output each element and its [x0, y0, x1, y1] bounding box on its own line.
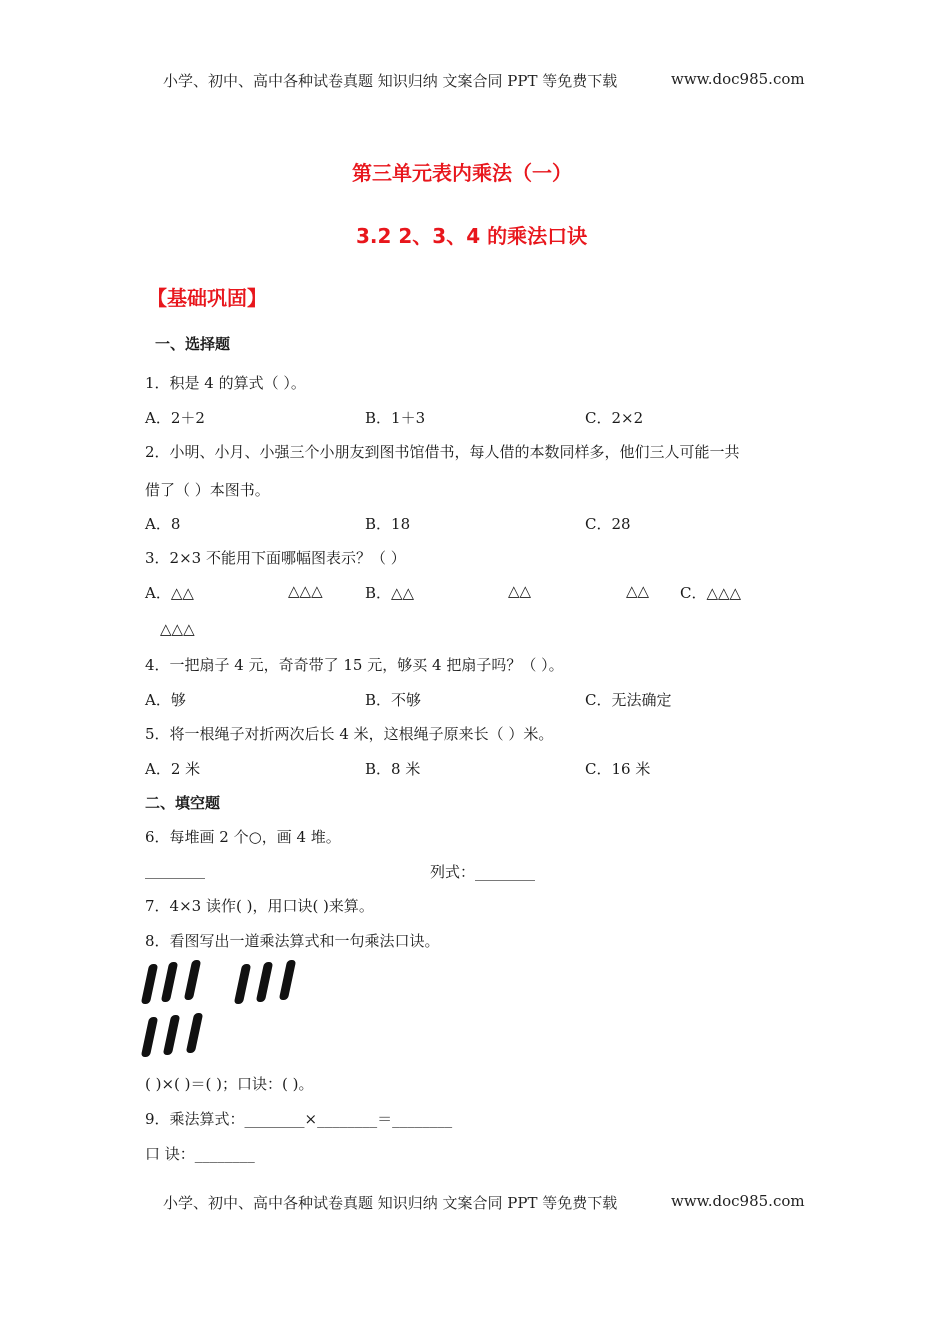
section-fill-heading: 二、填空题 [145, 794, 221, 812]
q1-option-a[interactable]: A．2＋2 [145, 409, 205, 427]
q3-option-b[interactable]: B．△△ [365, 584, 415, 602]
q1-stem: 1．积是 4 的算式（ ）。 [145, 374, 306, 392]
stick [184, 960, 202, 1000]
q2-option-c[interactable]: C．28 [585, 515, 631, 533]
q6-drawing-blank[interactable]: ________ [145, 861, 205, 879]
q8-stem: 8．看图写出一道乘法算式和一句乘法口诀。 [145, 932, 440, 950]
q3-option-b-row3: △△ [626, 582, 650, 600]
q4-option-b[interactable]: B．不够 [365, 691, 422, 709]
q2-option-a[interactable]: A．8 [145, 515, 181, 533]
stick [279, 960, 297, 1000]
q2-option-b[interactable]: B．18 [365, 515, 411, 533]
q3-option-a-row2: △△△ [288, 582, 323, 600]
q3-option-c-row2: △△△ [160, 620, 195, 638]
q5-stem: 5．将一根绳子对折两次后长 4 米，这根绳子原来长（ ）米。 [145, 725, 554, 743]
q4-option-a[interactable]: A．够 [145, 691, 186, 709]
stick [186, 1013, 204, 1053]
q1-option-b[interactable]: B．1＋3 [365, 409, 426, 427]
sticks-figure [140, 960, 310, 1060]
stick [163, 1015, 181, 1055]
header-site[interactable]: www.doc985.com [671, 70, 805, 88]
q1-option-c[interactable]: C．2×2 [585, 409, 644, 427]
q3-option-a[interactable]: A．△△ [145, 584, 194, 602]
q7-stem[interactable]: 7．4×3 读作( )，用口诀( )来算。 [145, 897, 374, 915]
q3-option-b-row2: △△ [508, 582, 532, 600]
page-subtitle: 3.2 2、3、4 的乘法口诀 [356, 224, 588, 248]
q4-stem: 4．一把扇子 4 元，奇奇带了 15 元，够买 4 把扇子吗？（ ）。 [145, 656, 564, 674]
q5-option-c[interactable]: C．16 米 [585, 760, 651, 778]
section-choice-heading: 一、选择题 [155, 335, 231, 353]
q3-option-c[interactable]: C．△△△ [680, 584, 742, 602]
section-badge: 【基础巩固】 [147, 286, 267, 310]
header-text: 小学、初中、高中各种试卷真题 知识归纳 文案合同 PPT 等免费下载 [163, 72, 618, 90]
stick [234, 964, 252, 1004]
q6-stem: 6．每堆画 2 个○，画 4 堆。 [145, 828, 341, 846]
q2-stem-line2: 借了（ ）本图书。 [145, 481, 270, 499]
page-title: 第三单元表内乘法（一） [352, 161, 572, 185]
footer-site[interactable]: www.doc985.com [671, 1192, 805, 1210]
q6-formula[interactable]: 列式：________ [430, 863, 536, 881]
stick [161, 962, 179, 1002]
q4-option-c[interactable]: C．无法确定 [585, 691, 672, 709]
footer-text: 小学、初中、高中各种试卷真题 知识归纳 文案合同 PPT 等免费下载 [163, 1194, 618, 1212]
q5-option-a[interactable]: A．2 米 [145, 760, 201, 778]
stick [141, 964, 159, 1004]
stick [256, 962, 274, 1002]
q5-option-b[interactable]: B．8 米 [365, 760, 421, 778]
q2-stem-line1: 2．小明、小月、小强三个小朋友到图书馆借书，每人借的本数同样多，他们三人可能一共 [145, 443, 740, 461]
q9-formula[interactable]: 9．乘法算式：________×________＝________ [145, 1110, 453, 1128]
stick [141, 1017, 159, 1057]
q9-rhyme[interactable]: 口 诀：________ [145, 1145, 255, 1163]
q3-stem: 3．2×3 不能用下面哪幅图表示？（ ） [145, 549, 406, 567]
q8-answer[interactable]: ( )×( )＝( )；口诀：( )。 [145, 1075, 314, 1093]
